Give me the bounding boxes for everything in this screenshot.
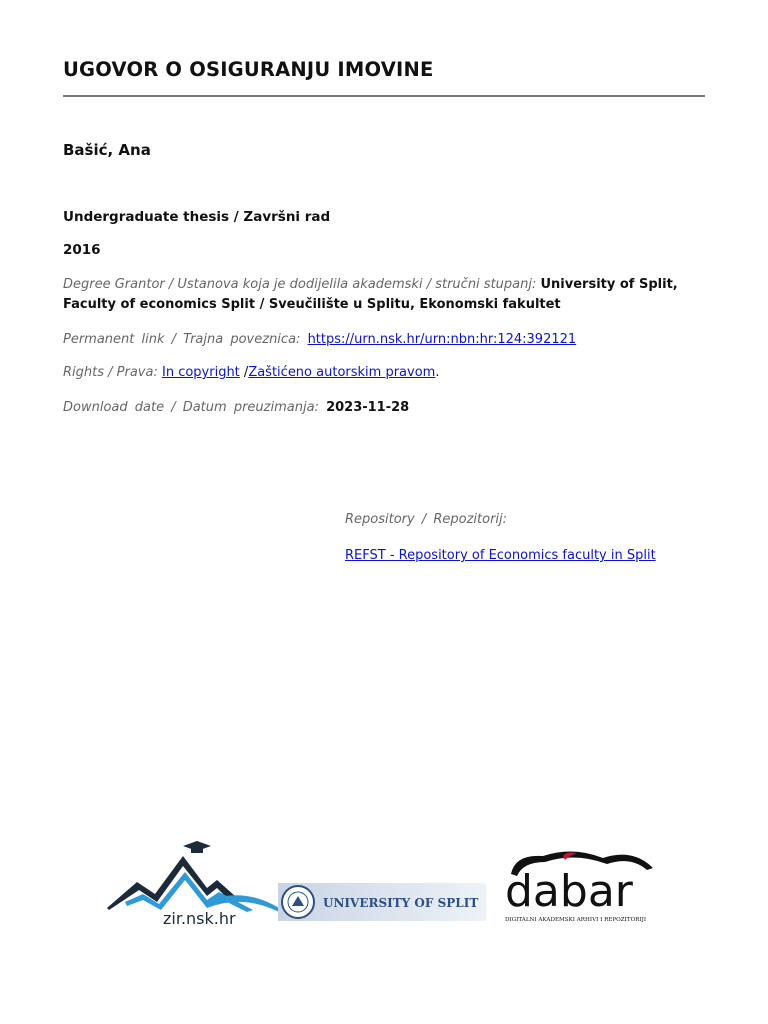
download-date-label: Download date / Datum preuzimanja: (63, 400, 319, 415)
dabar-subtitle: DIGITALNI AKADEMSKI ARHIVI I REPOZITORIJI (505, 917, 647, 923)
cap-base (191, 848, 203, 853)
permanent-link-label: Permanent link / Trajna poveznica: (63, 332, 301, 347)
download-date (63, 398, 409, 418)
rights-separator: / (243, 365, 249, 380)
thesis-type: Undergraduate thesis / Završni rad (63, 209, 331, 225)
title-divider (63, 95, 705, 97)
thesis-year: 2016 (63, 242, 101, 258)
rights-link-zasticeno[interactable]: Zaštićeno autorskim pravom (248, 365, 436, 380)
dabar-logo[interactable] (503, 844, 665, 924)
rights (63, 363, 439, 383)
degree-grantor (63, 275, 693, 315)
dabar-text: dabar (505, 866, 633, 917)
repository-label: Repository / Repozitorij: (345, 512, 508, 527)
split-text: UNIVERSITY OF SPLIT (323, 896, 479, 910)
rights-end: . (435, 365, 440, 380)
grantor-label: Degree Grantor / Ustanova koja je dodijelila akademski / stručni stupanj: (63, 277, 537, 292)
download-date-value: 2023-11-28 (326, 400, 410, 415)
university-of-split-logo[interactable] (278, 883, 486, 921)
rights-label: Rights / Prava: (63, 365, 158, 380)
zir-text: zir.nsk.hr (163, 909, 236, 928)
repository-link[interactable]: REFST - Repository of Economics faculty in Split (345, 548, 656, 563)
permanent-link (63, 330, 576, 350)
zir-logo[interactable] (103, 838, 283, 930)
grantor-value: University of Split, Faculty of economics Split / Sveučilište u Splitu, Ekonomski fakultet (63, 277, 678, 312)
author-name: Bašić, Ana (63, 141, 151, 159)
rights-link-in-copyright[interactable]: In copyright (161, 365, 240, 380)
permanent-link-url[interactable]: https://urn.nsk.hr/urn:nbn:hr:124:392121 (307, 332, 577, 347)
document-title: UGOVOR O OSIGURANJU IMOVINE (63, 58, 434, 81)
